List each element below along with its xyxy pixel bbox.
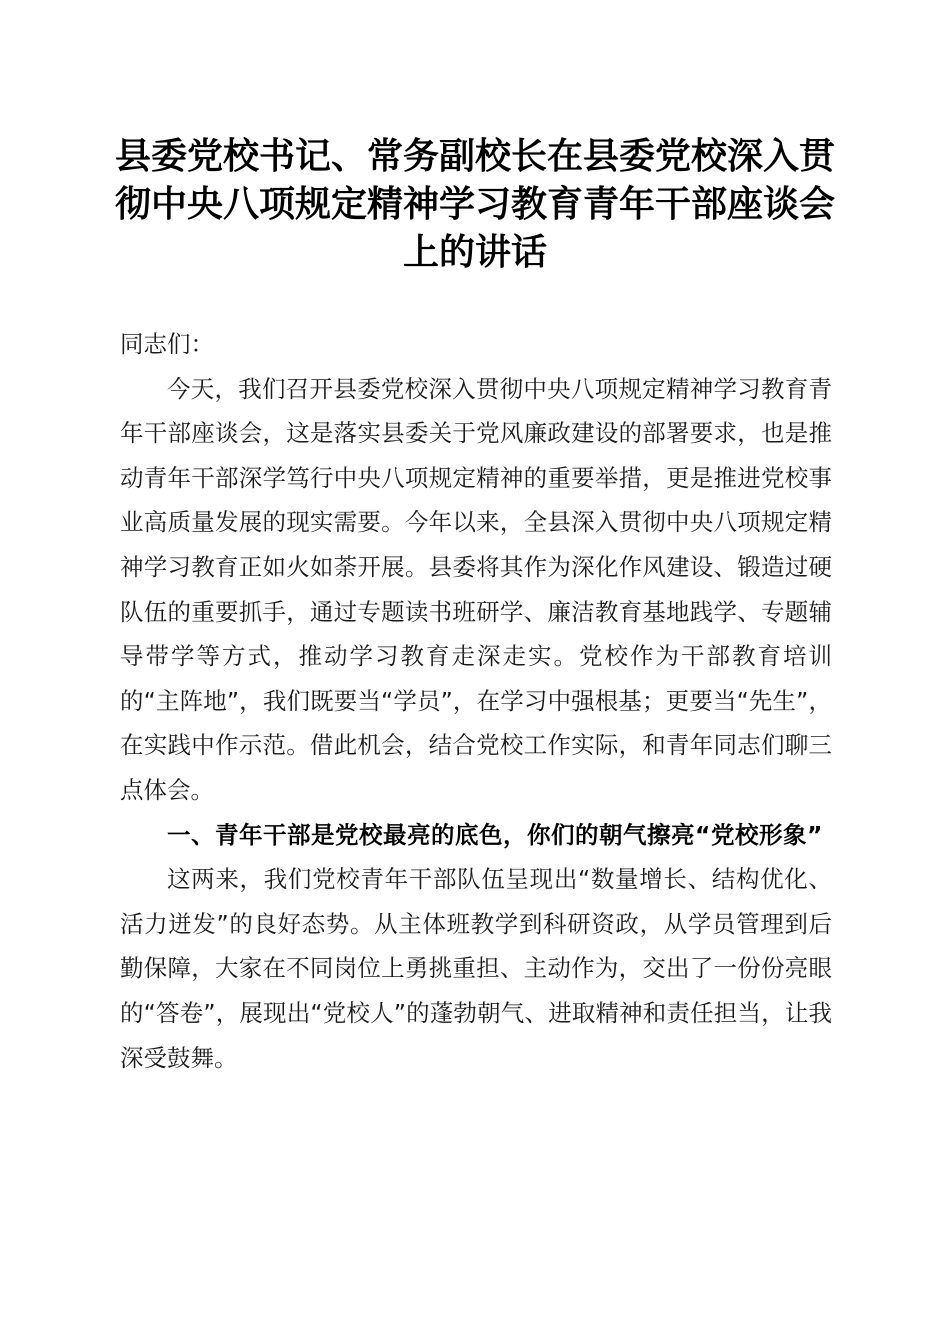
- title-line-3: 上的讲话: [402, 231, 547, 273]
- title-line-1: 县委党校书记、常务副校长在县委党校深入贯: [114, 135, 835, 177]
- salutation: 同志们：: [120, 330, 214, 358]
- title-line-2: 彻中央八项规定精神学习教育青年干部座谈会: [114, 183, 835, 225]
- document-body: [120, 322, 832, 1080]
- document-title: [100, 132, 850, 276]
- section-heading-1: 一、青年干部是党校最亮的底色，你们的朝气擦亮“党校形象”: [167, 820, 823, 849]
- section-1-paragraph: 这两来，我们党校青年干部队伍呈现出“数量增长、结构优化、活力迸发”的良好态势。从主体班教学到科研资政，从学员管理到后勤保障，大家在不同岗位上勇挑重担、主动作为，交出了一份份亮眼的“答卷”，展现出“党校人”的蓬勃朝气、进取精神和责任担当，让我深受鼓舞。: [120, 865, 832, 1072]
- intro-paragraph: 今天，我们召开县委党校深入贯彻中央八项规定精神学习教育青年干部座谈会，这是落实县委关于党风廉政建设的部署要求，也是推动青年干部深学笃行中央八项规定精神的重要举措，更是推进党校事业高质量发展的现实需要。今年以来，全县深入贯彻中央八项规定精神学习教育正如火如荼开展。县委将其作为深化作风建设、锻造过硬队伍的重要抓手，通过专题读书班研学、廉洁教育基地践学、专题辅导带学等方式，推动学习教育走深走实。党校作为干部教育培训的“主阵地”，我们既要当“学员”，在学习中强根基；更要当“先生”，在实践中作示范。借此机会，结合党校工作实际，和青年同志们聊三点体会。: [120, 374, 832, 804]
